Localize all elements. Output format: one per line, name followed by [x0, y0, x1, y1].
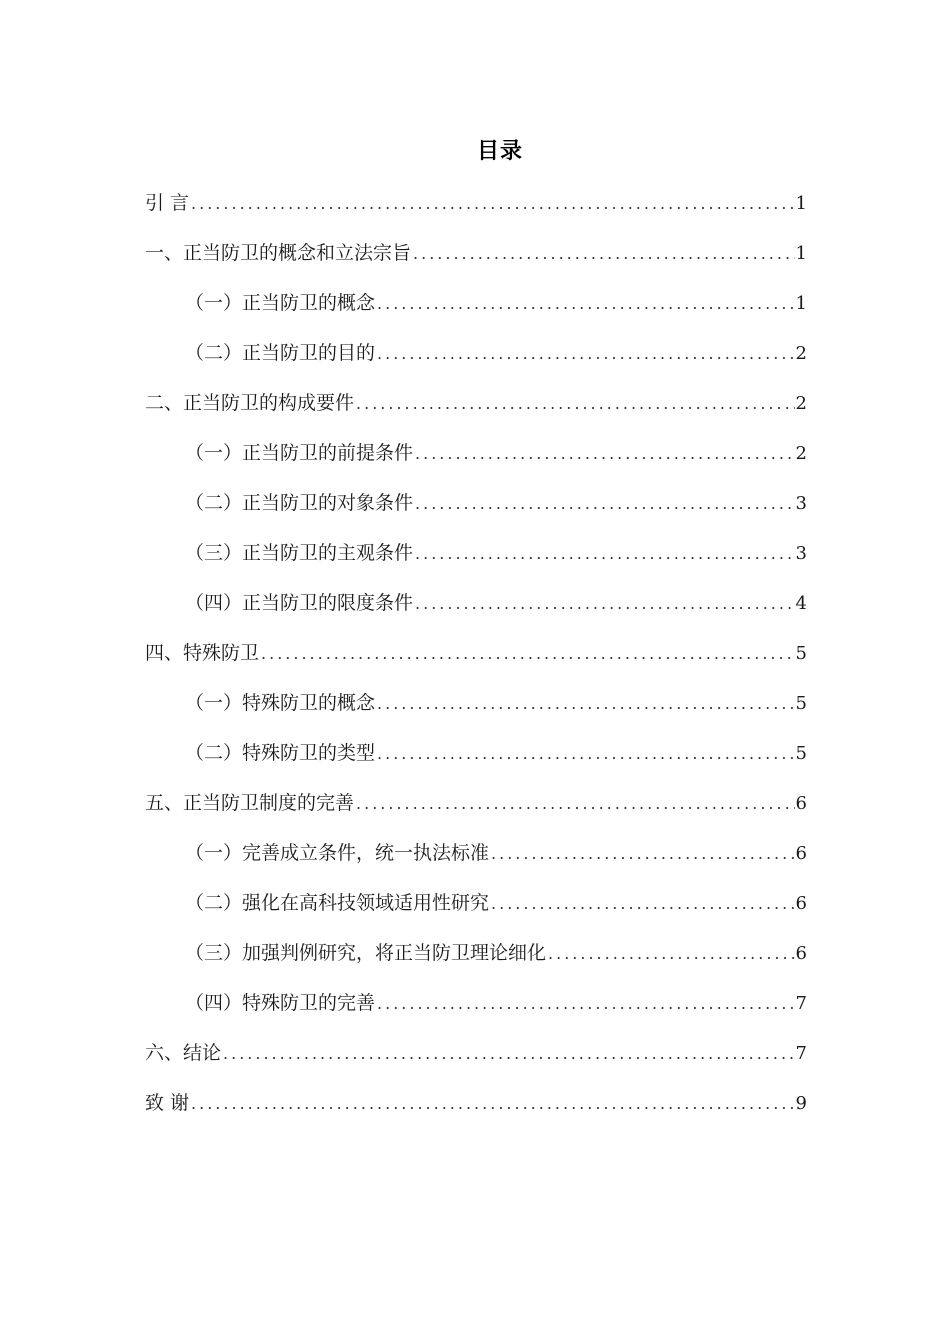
- toc-entry-label: 五、正当防卫制度的完善: [145, 792, 355, 814]
- toc-leader-dots: [375, 729, 795, 779]
- toc-leader-dots: [259, 629, 795, 679]
- toc-subentry[interactable]: [145, 678, 807, 728]
- toc-leader-dots: [411, 229, 795, 279]
- toc-entry-label: （四）正当防卫的限度条件: [185, 592, 414, 614]
- toc-page-number: 7: [795, 1043, 807, 1064]
- toc-entry-label: （一）完善成立条件，统一执法标准: [185, 842, 490, 864]
- toc-entry-label: 致 谢: [145, 1092, 190, 1114]
- toc-leader-dots: [489, 879, 795, 929]
- toc-page-number: 7: [795, 993, 807, 1014]
- toc-entry-label: （一）正当防卫的前提条件: [185, 442, 414, 464]
- toc-page-number: 2: [795, 393, 807, 414]
- toc-leader-dots: [375, 279, 795, 329]
- toc-subentry[interactable]: [145, 728, 807, 778]
- toc-entry[interactable]: [145, 228, 807, 278]
- toc-entry[interactable]: [145, 178, 807, 228]
- toc-page-number: 5: [795, 693, 807, 714]
- toc-entry-label: （二）强化在高科技领域适用性研究: [185, 892, 490, 914]
- toc-subentry[interactable]: [145, 978, 807, 1028]
- toc-leader-dots: [221, 1029, 795, 1079]
- toc-entry[interactable]: [145, 628, 807, 678]
- toc-leader-dots: [375, 979, 795, 1029]
- toc-page-number: 6: [795, 943, 807, 964]
- toc-entry[interactable]: [145, 378, 807, 428]
- toc-page-number: 5: [795, 643, 807, 664]
- toc-leader-dots: [189, 179, 795, 229]
- toc-subentry[interactable]: [145, 578, 807, 628]
- toc-entry-label: （一）特殊防卫的概念: [185, 692, 376, 714]
- toc-leader-dots: [354, 779, 795, 829]
- toc-entry-label: （二）特殊防卫的类型: [185, 742, 376, 764]
- toc-page-number: 1: [795, 293, 807, 314]
- toc-entry-label: （二）正当防卫的对象条件: [185, 492, 414, 514]
- toc-leader-dots: [189, 1079, 795, 1129]
- toc-entry-label: 六、结论: [145, 1042, 222, 1064]
- toc-page-number: 3: [795, 543, 807, 564]
- toc-page-number: 6: [795, 843, 807, 864]
- toc-subentry[interactable]: [145, 478, 807, 528]
- toc-entry-label: （三）加强判例研究，将正当防卫理论细化: [185, 942, 547, 964]
- toc-subentry[interactable]: [145, 528, 807, 578]
- toc-entry-label: 四、特殊防卫: [145, 642, 260, 664]
- toc-entry[interactable]: [145, 778, 807, 828]
- toc-page-number: 6: [795, 893, 807, 914]
- toc-entry-label: （三）正当防卫的主观条件: [185, 542, 414, 564]
- toc-subentry[interactable]: [145, 328, 807, 378]
- toc-entry[interactable]: [145, 1028, 807, 1078]
- toc-entry-label: 一、正当防卫的概念和立法宗旨: [145, 242, 412, 264]
- toc-page-number: 2: [795, 443, 807, 464]
- toc-entry-label: 二、正当防卫的构成要件: [145, 392, 355, 414]
- toc-leader-dots: [413, 529, 795, 579]
- toc-page-number: 2: [795, 343, 807, 364]
- toc-leader-dots: [489, 829, 795, 879]
- toc-leader-dots: [375, 329, 795, 379]
- toc-entry-label: 引 言: [145, 192, 190, 214]
- toc-leader-dots: [375, 679, 795, 729]
- toc-page-number: 9: [795, 1093, 807, 1114]
- toc-title: 目录: [476, 139, 523, 164]
- toc-entry-label: （四）特殊防卫的完善: [185, 992, 376, 1014]
- toc-page-number: 6: [795, 793, 807, 814]
- toc-entry-label: （一）正当防卫的概念: [185, 292, 376, 314]
- toc-page-number: 5: [795, 743, 807, 764]
- toc-subentry[interactable]: [145, 928, 807, 978]
- toc-leader-dots: [413, 579, 795, 629]
- toc-subentry[interactable]: [145, 428, 807, 478]
- toc-entry[interactable]: [145, 1078, 807, 1128]
- toc-page-number: 4: [795, 593, 807, 614]
- toc-page-number: 1: [795, 193, 807, 214]
- table-of-contents: [145, 178, 807, 1128]
- toc-page-number: 3: [795, 493, 807, 514]
- toc-leader-dots: [413, 429, 795, 479]
- toc-entry-label: （二）正当防卫的目的: [185, 342, 376, 364]
- toc-leader-dots: [546, 929, 795, 979]
- toc-subentry[interactable]: [145, 878, 807, 928]
- toc-page-number: 1: [795, 243, 807, 264]
- toc-leader-dots: [354, 379, 795, 429]
- toc-leader-dots: [413, 479, 795, 529]
- toc-subentry[interactable]: [145, 828, 807, 878]
- toc-subentry[interactable]: [145, 278, 807, 328]
